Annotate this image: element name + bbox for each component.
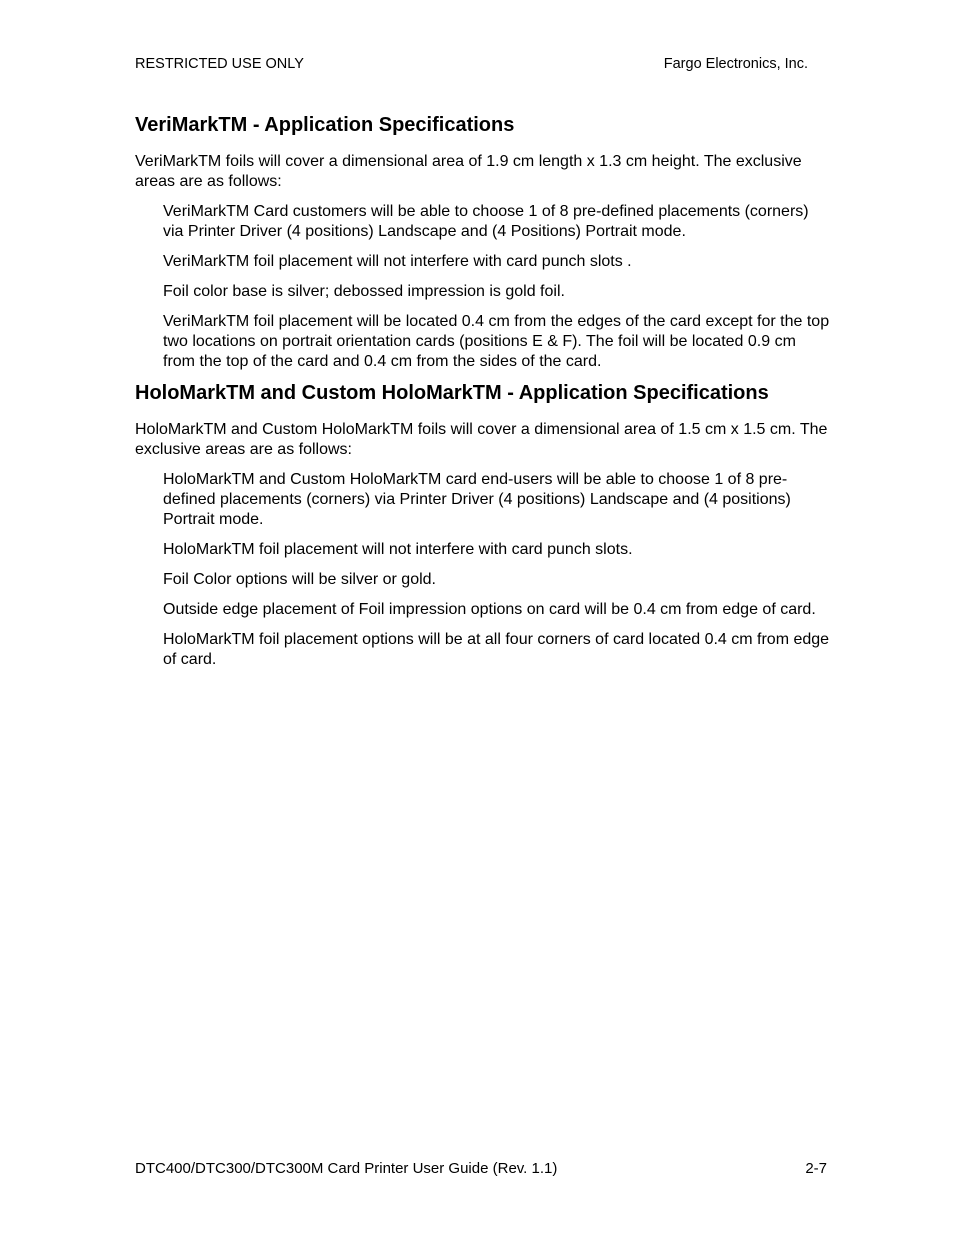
- spec-item: HoloMarkTM foil placement will not interfere with card punch slots.: [163, 541, 633, 558]
- spec-item: VeriMarkTM foil placement will not interfere with card punch slots .: [163, 253, 632, 270]
- section-heading: HoloMarkTM and Custom HoloMarkTM - Application Specifications: [135, 382, 769, 404]
- spec-item: VeriMarkTM foil placement will be located 0.4 cm from the edges of the card except for the top two locations on portrait orientation cards (positions E & F). The foil will be located 0.9 cm from the top of the card and 0.4 cm from the sides of the card.: [163, 313, 830, 370]
- header-restriction-label: RESTRICTED USE ONLY: [135, 56, 304, 72]
- section-holomark: [135, 380, 830, 670]
- section-heading: VeriMarkTM - Application Specifications: [135, 114, 515, 136]
- spec-item: Foil color base is silver; debossed impression is gold foil.: [163, 283, 565, 300]
- section-verimark: [135, 112, 830, 372]
- section-intro: VeriMarkTM foils will cover a dimensional area of 1.9 cm length x 1.3 cm height. The exclusive areas are as follows:: [135, 153, 802, 190]
- spec-list: [135, 470, 830, 670]
- footer-page-number: 2-7: [805, 1160, 827, 1177]
- spec-list: [135, 202, 830, 372]
- footer-document-title: DTC400/DTC300/DTC300M Card Printer User Guide (Rev. 1.1): [135, 1160, 558, 1177]
- spec-item: HoloMarkTM foil placement options will be at all four corners of card located 0.4 cm from edge of card.: [163, 631, 830, 668]
- spec-item: Outside edge placement of Foil impression options on card will be 0.4 cm from edge of card.: [163, 601, 816, 618]
- section-intro: HoloMarkTM and Custom HoloMarkTM foils will cover a dimensional area of 1.5 cm x 1.5 cm. The exclusive areas are as follows:: [135, 421, 828, 458]
- spec-item: HoloMarkTM and Custom HoloMarkTM card end-users will be able to choose 1 of 8 pre-defined placements (corners) via Printer Driver (4 positions) Landscape and (4 positions) Portrait mode.: [163, 471, 791, 528]
- spec-item: VeriMarkTM Card customers will be able to choose 1 of 8 pre-defined placements (corners) via Printer Driver (4 positions) Landscape and (4 Positions) Portrait mode.: [163, 203, 809, 240]
- page-content: [135, 112, 830, 670]
- spec-item: Foil Color options will be silver or gold.: [163, 571, 436, 588]
- header-company-name: Fargo Electronics, Inc.: [663, 56, 808, 72]
